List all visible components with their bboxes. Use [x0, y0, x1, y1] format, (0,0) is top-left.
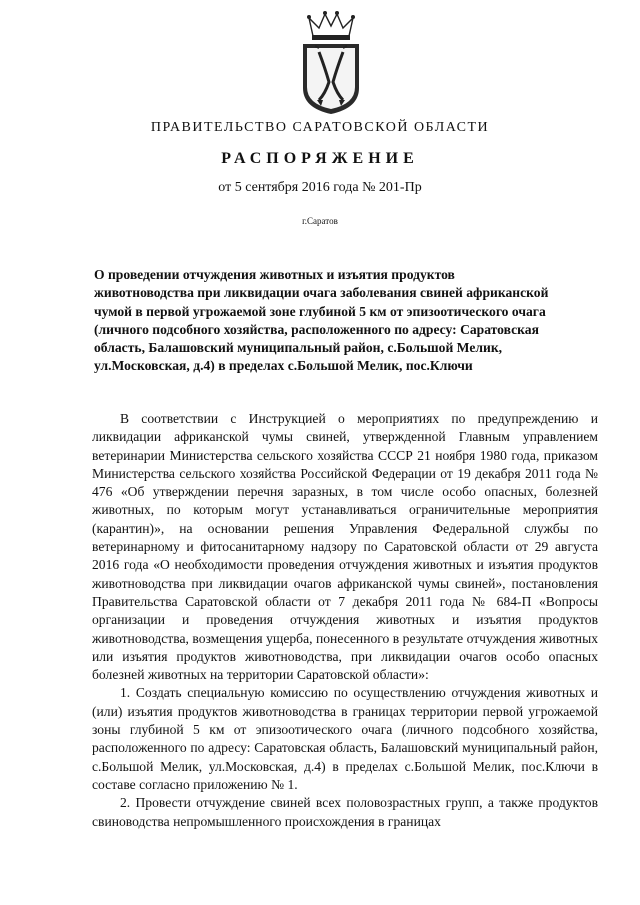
document-body	[92, 410, 598, 831]
coat-of-arms-emblem	[295, 8, 367, 116]
item-2-paragraph: 2. Провести отчуждение свиней всех половозрастных групп, а также продуктов свиноводства непромышленного происхождения в границах	[92, 795, 598, 829]
document-subject: О проведении отчуждения животных и изъятия продуктов животноводства при ликвидации очага заболевания свиней африканской чумой в первой угрожаемой зоне глубиной 5 км от эпизоотического очага (личного подсобного хозяйства, расположенного по адресу: Саратовская область, Балашовский муниципальный район, с.Большой Мелик, ул.Московская, д.4) в пределах с.Большой Мелик, пос.Ключи	[94, 267, 549, 374]
government-name: ПРАВИТЕЛЬСТВО САРАТОВСКОЙ ОБЛАСТИ	[150, 120, 490, 135]
city: г.Саратов	[302, 216, 338, 226]
item-1-paragraph: 1. Создать специальную комиссию по осуществлению отчуждения животных и (или) изъятия продуктов животноводства в границах территории первой угрожаемой зоны глубиной 5 км от эпизоотического очага (личного подсобного хозяйства, расположенного по адресу: Саратовская область, Балашовский муниципальный район, с.Большой Мелик, ул.Московская, д.4) в пределах с.Большой Мелик, пос.Ключи в составе согласно приложению № 1.	[92, 685, 598, 792]
date-and-number: от 5 сентября 2016 года № 201-Пр	[218, 180, 422, 195]
document-type: РАСПОРЯЖЕНИЕ	[221, 150, 419, 167]
preamble-paragraph: В соответствии с Инструкцией о мероприятиях по предупреждению и ликвидации африканской чумы свиней, утвержденной Главным управлением ветеринарии Министерства сельского хозяйства СССР 21 ноября 1980 года, приказом Министерства сельского хозяйства Российской Федерации от 19 декабря 2011 года № 476 «Об утверждении перечня заразных, в том числе особо опасных, болезней животных, по которым могут устанавливаться ограничительные мероприятия (карантин)», на основании решения Управления Федеральной службы по ветеринарному и фитосанитарному надзору по Саратовской области от 29 августа 2016 года «О необходимости проведения отчуждения животных и изъятия продуктов животноводства при ликвидации очагов африканской чумы свиней», постановления Правительства Саратовской области от 7 декабря 2011 года № 684-П «Вопросы организации и проведения отчуждения животных и изъятия продуктов животноводства, возмещения ущерба, понесенного в результате отчуждения животных или изъятия продуктов животноводства, при ликвидации очагов особо опасных болезней животных на территории Саратовской области»:	[92, 411, 598, 683]
